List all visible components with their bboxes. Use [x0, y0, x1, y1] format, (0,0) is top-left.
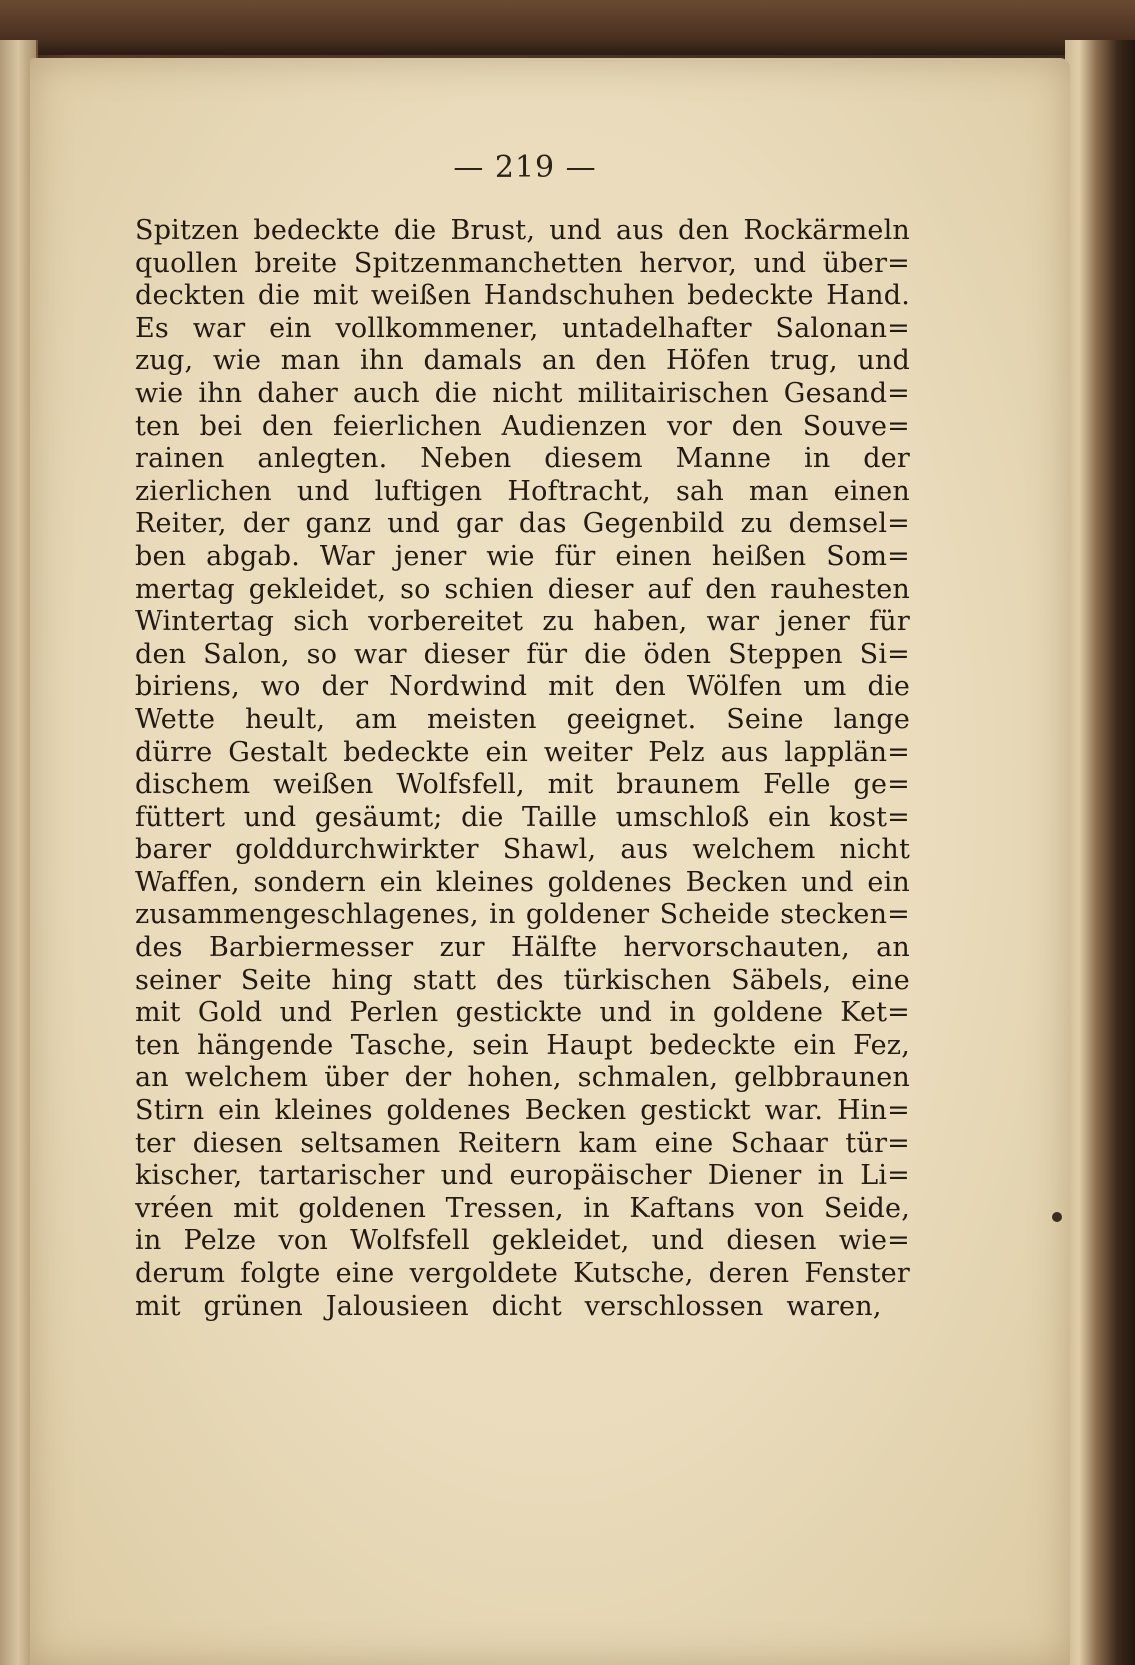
text-line: Wintertag sich vorbereitet zu haben, war jener für: [135, 606, 910, 638]
text-line: Wette heult, am meisten geeignet. Seine lange: [135, 703, 910, 735]
text-line: zusammengeschlagenes, in goldener Scheide stecken=: [135, 899, 910, 931]
text-line: rainen anlegten. Neben diesem Manne in der: [135, 443, 910, 475]
page-text-block: [135, 215, 910, 1323]
text-line: deckten die mit weißen Handschuhen bedeckte Hand.: [135, 280, 910, 312]
text-line: Stirn ein kleines goldenes Becken gestickt war. Hin=: [135, 1095, 910, 1127]
text-line: in Pelze von Wolfsfell gekleidet, und diesen wie=: [135, 1225, 910, 1257]
text-line: zierlichen und luftigen Hoftracht, sah man einen: [135, 475, 910, 507]
text-line: ten hängende Tasche, sein Haupt bedeckte ein Fez,: [135, 1029, 910, 1061]
text-line: derum folgte eine vergoldete Kutsche, deren Fenster: [135, 1258, 910, 1289]
page-number: — 219 —: [453, 150, 597, 185]
text-line: zug, wie man ihn damals an den Höfen trug, und: [135, 345, 910, 377]
text-line: dischem weißen Wolfsfell, mit braunem Felle ge=: [135, 769, 910, 801]
text-line: barer golddurchwirkter Shawl, aus welchem nicht: [135, 834, 910, 866]
text-line: Es war ein vollkommener, untadelhafter Salonan=: [135, 312, 910, 344]
page-stack-edge: [1065, 40, 1135, 1665]
text-line: ten bei den feierlichen Audienzen vor den Souve=: [135, 410, 910, 442]
text-line: kischer, tartarischer und europäischer Diener in Li=: [135, 1160, 910, 1192]
leather-cover-edge: [0, 0, 1135, 55]
text-line: Waffen, sondern ein kleines goldenes Becken und ein: [135, 866, 910, 898]
text-line: mit Gold und Perlen gestickte und in goldene Ket=: [135, 997, 910, 1029]
text-line: quollen breite Spitzenmanchetten hervor, und über=: [135, 247, 910, 279]
text-line: vréen mit goldenen Tressen, in Kaftans von Seide,: [135, 1192, 910, 1224]
text-line: biriens, wo der Nordwind mit den Wölfen um die: [135, 671, 910, 703]
text-line: seiner Seite hing statt des türkischen Säbels, eine: [135, 964, 910, 996]
text-line: Spitzen bedeckte die Brust, und aus den Rockärmeln: [135, 215, 910, 246]
text-line: füttert und gesäumt; die Taille umschloß ein kost=: [135, 801, 910, 833]
text-line: ter diesen seltsamen Reitern kam eine Schaar tür=: [135, 1127, 910, 1159]
text-line: ben abgab. War jener wie für einen heißen Som=: [135, 540, 910, 572]
text-line: an welchem über der hohen, schmalen, gelbbraunen: [135, 1062, 910, 1094]
text-line: den Salon, so war dieser für die öden Steppen Si=: [135, 638, 910, 670]
ink-spot: [1052, 1212, 1062, 1222]
text-line: Reiter, der ganz und gar das Gegenbild zu demsel=: [135, 508, 910, 540]
text-line: mertag gekleidet, so schien dieser auf den rauhesten: [135, 573, 910, 605]
text-line: dürre Gestalt bedeckte ein weiter Pelz aus lapplän=: [135, 736, 910, 768]
text-line: mit grünen Jalousieen dicht verschlossen waren,: [135, 1290, 882, 1322]
text-line: wie ihn daher auch die nicht militairischen Gesand=: [135, 377, 910, 409]
text-line: des Barbiermesser zur Hälfte hervorschauten, an: [135, 932, 910, 964]
